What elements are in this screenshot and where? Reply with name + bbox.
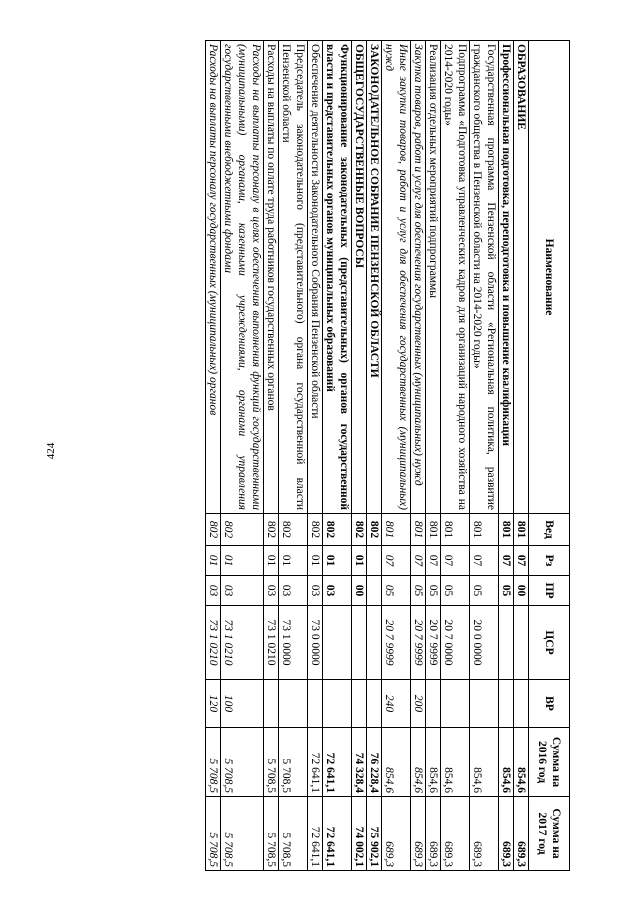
cell-sum-2017: 72 641,1: [323, 797, 352, 871]
cell-pr: 03: [308, 576, 323, 606]
cell-vr: [441, 680, 470, 728]
header-ved: Вед: [529, 514, 570, 546]
cell-csr: [367, 606, 382, 680]
cell-csr: 73 1 0000: [279, 606, 308, 680]
cell-ved: 802: [221, 514, 264, 546]
cell-csr: 20 7 0000: [441, 606, 470, 680]
cell-sum-2017: 689,3: [441, 797, 470, 871]
page-number: 424: [45, 442, 57, 460]
cell-name: Иные закупки товаров, работ и услуг для обеспечения государственных (муниципальных) нужд: [382, 41, 411, 514]
table-row: [323, 41, 352, 871]
cell-sum-2017: 689,3: [411, 797, 426, 871]
cell-sum-2016: 5 708,5: [221, 728, 264, 797]
cell-csr: [499, 606, 514, 680]
cell-rz: 07: [441, 546, 470, 576]
table-row: [426, 41, 441, 871]
cell-name: Председатель законодательного (представительного) органа государственной власти Пензенской области: [279, 41, 308, 514]
table-row: [264, 41, 279, 871]
cell-csr: 73 0 0000: [308, 606, 323, 680]
cell-ved: 802: [323, 514, 352, 546]
cell-vr: [514, 680, 529, 728]
cell-pr: 05: [499, 576, 514, 606]
cell-name: ОБРАЗОВАНИЕ: [514, 41, 529, 514]
cell-name: Государственная программа Пензенской области «Региональная политика, развитие гражданского общества в Пензенской области на 2014-2020 годы»: [470, 41, 499, 514]
cell-pr: 00: [352, 576, 367, 606]
cell-ved: 802: [367, 514, 382, 546]
cell-vr: [499, 680, 514, 728]
cell-name: Реализация отдельных мероприятий подпрограммы: [426, 41, 441, 514]
cell-vr: [264, 680, 279, 728]
cell-rz: 07: [411, 546, 426, 576]
cell-name: Расходы на выплаты по оплате труда работников государственных органов: [264, 41, 279, 514]
cell-pr: 05: [382, 576, 411, 606]
cell-ved: 801: [382, 514, 411, 546]
cell-pr: 03: [206, 576, 221, 606]
cell-name: Подпрограмма «Подготовка управленческих кадров для организаций народного хозяйства на 2014-2020 годы»: [441, 41, 470, 514]
cell-ved: 801: [499, 514, 514, 546]
cell-sum-2016: 854,6: [470, 728, 499, 797]
table-row: [308, 41, 323, 871]
cell-name: Закупка товаров, работ и услуг для обеспечения государственных (муниципальных) нужд: [411, 41, 426, 514]
cell-pr: 03: [323, 576, 352, 606]
table-row: [411, 41, 426, 871]
header-row: [529, 41, 570, 871]
cell-name: Расходы на выплаты персоналу государственных (муниципальных) органов: [206, 41, 221, 514]
cell-ved: 802: [352, 514, 367, 546]
cell-name: Обеспечение деятельности Законодательного Собрания Пензенской области: [308, 41, 323, 514]
cell-vr: [367, 680, 382, 728]
cell-ved: 802: [308, 514, 323, 546]
cell-sum-2017: 689,3: [470, 797, 499, 871]
cell-sum-2017: 5 708,5: [206, 797, 221, 871]
cell-pr: 00: [514, 576, 529, 606]
table-row: [382, 41, 411, 871]
header-sum-2016: Сумма на 2016 год: [529, 728, 570, 797]
cell-csr: 20 7 9999: [426, 606, 441, 680]
cell-pr: [367, 576, 382, 606]
cell-csr: 20 0 0000: [470, 606, 499, 680]
cell-sum-2017: 689,3: [499, 797, 514, 871]
cell-csr: [352, 606, 367, 680]
table-row: [441, 41, 470, 871]
cell-ved: 801: [441, 514, 470, 546]
cell-sum-2017: 75 902,1: [367, 797, 382, 871]
cell-vr: 240: [382, 680, 411, 728]
cell-ved: 801: [411, 514, 426, 546]
cell-csr: 20 7 9999: [411, 606, 426, 680]
table-row: [499, 41, 514, 871]
cell-sum-2017: 74 002,1: [352, 797, 367, 871]
cell-vr: [308, 680, 323, 728]
cell-pr: 05: [441, 576, 470, 606]
budget-table: [205, 40, 570, 871]
cell-sum-2017: 5 708,5: [279, 797, 308, 871]
cell-vr: 200: [411, 680, 426, 728]
header-rz: Рз: [529, 546, 570, 576]
cell-sum-2016: 854,6: [411, 728, 426, 797]
table-row: [352, 41, 367, 871]
cell-rz: 07: [426, 546, 441, 576]
cell-name: Функционирование законодательных (представительных) органов государственной власти и представительных органов муниципальных образований: [323, 41, 352, 514]
cell-sum-2016: 76 228,4: [367, 728, 382, 797]
rotated-page: [100, 40, 570, 870]
cell-sum-2016: 72 641,1: [323, 728, 352, 797]
table-row: [279, 41, 308, 871]
cell-pr: 03: [221, 576, 264, 606]
cell-csr: [514, 606, 529, 680]
cell-ved: 802: [279, 514, 308, 546]
header-csr: ЦСР: [529, 606, 570, 680]
cell-csr: 73 1 0210: [221, 606, 264, 680]
cell-sum-2016: 5 708,5: [279, 728, 308, 797]
table-body: [206, 41, 529, 871]
cell-sum-2016: 854,6: [441, 728, 470, 797]
cell-rz: 01: [264, 546, 279, 576]
cell-ved: 801: [470, 514, 499, 546]
table-row: [367, 41, 382, 871]
cell-rz: 07: [470, 546, 499, 576]
cell-sum-2016: 854,6: [382, 728, 411, 797]
cell-vr: [470, 680, 499, 728]
cell-sum-2017: 5 708,5: [221, 797, 264, 871]
cell-ved: 802: [206, 514, 221, 546]
cell-sum-2016: 72 641,1: [308, 728, 323, 797]
cell-csr: 20 7 9999: [382, 606, 411, 680]
cell-rz: 01: [308, 546, 323, 576]
cell-rz: [367, 546, 382, 576]
cell-ved: 802: [264, 514, 279, 546]
header-vr: ВР: [529, 680, 570, 728]
table-row: [221, 41, 264, 871]
cell-rz: 07: [499, 546, 514, 576]
cell-name: ЗАКОНОДАТЕЛЬНОЕ СОБРАНИЕ ПЕНЗЕНСКОЙ ОБЛАСТИ: [367, 41, 382, 514]
cell-vr: 120: [206, 680, 221, 728]
cell-rz: 07: [514, 546, 529, 576]
cell-rz: 01: [279, 546, 308, 576]
cell-rz: 01: [221, 546, 264, 576]
cell-vr: [352, 680, 367, 728]
cell-pr: 05: [470, 576, 499, 606]
table-row: [206, 41, 221, 871]
cell-rz: 01: [206, 546, 221, 576]
cell-sum-2016: 854,6: [426, 728, 441, 797]
cell-sum-2017: 5 708,5: [264, 797, 279, 871]
cell-csr: 73 1 0210: [206, 606, 221, 680]
cell-sum-2017: 689,3: [514, 797, 529, 871]
cell-name: Расходы на выплаты персоналу в целях обеспечения выполнения функций государственными (муниципальными) органами, казенными учреждениями, органами управления государственными внебюджетными фондами: [221, 41, 264, 514]
cell-vr: [279, 680, 308, 728]
cell-rz: 07: [382, 546, 411, 576]
cell-vr: [323, 680, 352, 728]
cell-sum-2016: 5 708,5: [264, 728, 279, 797]
header-sum-2017: Сумма на 2017 год: [529, 797, 570, 871]
cell-name: Профессиональная подготовка, переподготовка и повышение квалификации: [499, 41, 514, 514]
cell-pr: 03: [279, 576, 308, 606]
header-pr: ПР: [529, 576, 570, 606]
cell-sum-2016: 854,6: [499, 728, 514, 797]
cell-vr: [426, 680, 441, 728]
cell-vr: 100: [221, 680, 264, 728]
cell-rz: 01: [352, 546, 367, 576]
cell-sum-2016: 5 708,5: [206, 728, 221, 797]
cell-ved: 801: [514, 514, 529, 546]
cell-name: ОБЩЕГОСУДАРСТВЕННЫЕ ВОПРОСЫ: [352, 41, 367, 514]
cell-sum-2016: 854,6: [514, 728, 529, 797]
header-name: Наименование: [529, 41, 570, 514]
cell-ved: 801: [426, 514, 441, 546]
table-row: [514, 41, 529, 871]
cell-sum-2016: 74 328,4: [352, 728, 367, 797]
table-row: [470, 41, 499, 871]
cell-sum-2017: 689,3: [426, 797, 441, 871]
cell-rz: 01: [323, 546, 352, 576]
cell-sum-2017: 72 641,1: [308, 797, 323, 871]
cell-pr: 03: [264, 576, 279, 606]
cell-pr: 05: [426, 576, 441, 606]
cell-sum-2017: 689,3: [382, 797, 411, 871]
cell-csr: 73 1 0210: [264, 606, 279, 680]
cell-pr: 05: [411, 576, 426, 606]
cell-csr: [323, 606, 352, 680]
